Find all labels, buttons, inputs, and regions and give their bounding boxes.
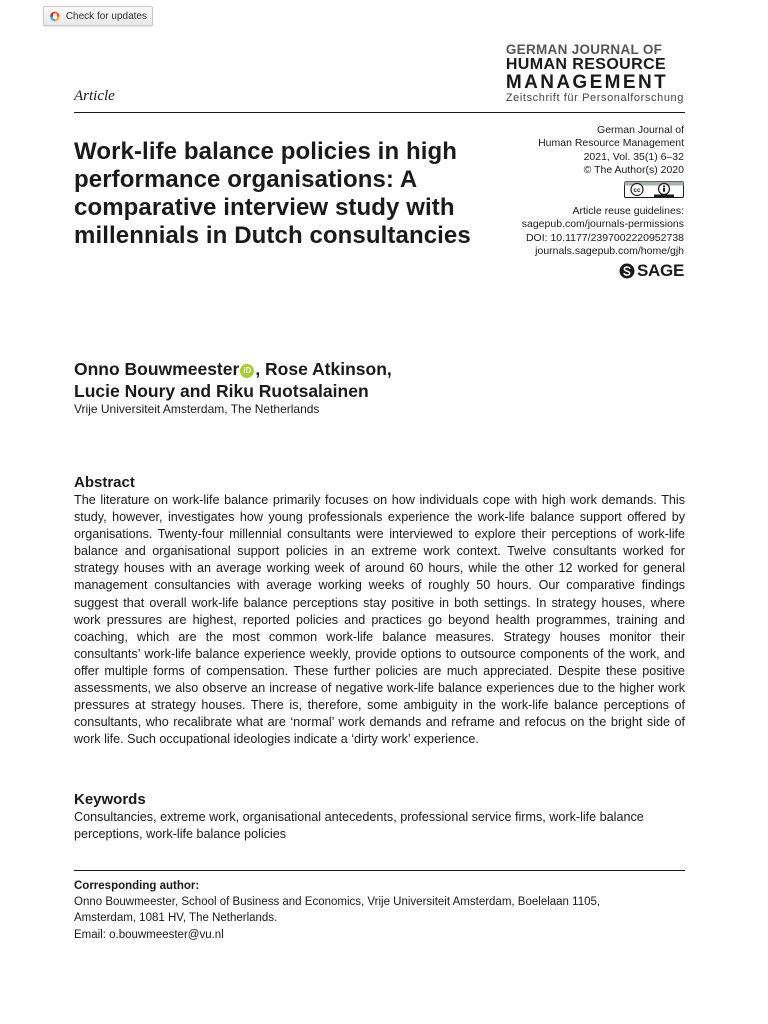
crossmark-icon xyxy=(49,10,61,23)
email-label: Email: xyxy=(74,928,110,941)
orcid-icon[interactable]: iD xyxy=(240,364,254,378)
abstract-heading: Abstract xyxy=(74,474,135,491)
email-link[interactable]: o.bouwmeester@vu.nl xyxy=(109,928,224,941)
journal-logo-line2: HUMAN RESOURCE xyxy=(505,56,667,73)
author-list xyxy=(74,358,494,402)
meta-reuse-link[interactable]: sagepub.com/journals-permissions xyxy=(521,218,684,231)
meta-journal-link[interactable]: journals.sagepub.com/home/gjh xyxy=(535,245,684,258)
journal-logo-line1: GERMAN JOURNAL OF xyxy=(505,42,663,57)
footer-divider xyxy=(74,870,685,871)
corresponding-author-line2: Amsterdam, 1081 HV, The Netherlands. xyxy=(74,912,278,925)
meta-copyright: © The Author(s) 2020 xyxy=(583,164,684,177)
meta-journal-line2: Human Resource Management xyxy=(538,137,684,150)
keywords-text: Consultancies, extreme work, organisational antecedents, professional service firms, work-life balance perceptions, work-life balance policies xyxy=(74,810,644,842)
keywords-heading: Keywords xyxy=(74,791,146,808)
author-affiliation: Vrije Universiteit Amsterdam, The Netherlands xyxy=(74,402,320,416)
publication-meta xyxy=(464,124,684,283)
article-title: Work-life balance policies in high performance organisations: A comparative interview study with millennials in Dutch consultancies xyxy=(74,138,471,249)
sage-logo-text: SAGE xyxy=(637,260,684,280)
header-divider xyxy=(74,112,685,113)
check-for-updates-button[interactable] xyxy=(43,6,153,26)
corresponding-author-email-row xyxy=(74,927,685,943)
meta-journal-line1: German Journal of xyxy=(597,124,684,136)
cc-by-license-icon[interactable] xyxy=(624,181,684,198)
journal-logo xyxy=(506,42,684,105)
corresponding-author-heading: Corresponding author: xyxy=(74,880,200,892)
svg-text:cc: cc xyxy=(633,186,641,194)
sage-logo-icon xyxy=(619,263,635,279)
meta-reuse-label: Article reuse guidelines: xyxy=(572,205,684,218)
abstract-text: The literature on work-life balance primarily focuses on how individuals cope with high work demands. This study, however, investigates how young professionals experience the work-life balance support offered by organisations. Twenty-four millennial consultants were interviewed to explore their perceptions of work-life balance and organisational support policies in an extreme work context. Twelve consultants worked for strategy houses with an average working week of around 60 hours, while the other 12 worked for general management consultancies with average working weeks of roughly 50 hours. Our comparative findings suggest that overall work-life balance perceptions stay positive in both settings. In strategy houses, where work pressures are highest, reported policies and practices go beyond health programmes, training and coaching, which are the most common work-life balance measures. Strategy houses monitor their consultants’ work-life balance experience weekly, provide options to outsource components of the work, and offer multiple forms of compensation. These further policies are much appreciated. Despite these positive assessments, we also observe an increase of negative work-life balance experiences due to the higher work pressures at strategy houses. There is, therefore, some ambiguity in the work-life balance perceptions of consultants, who recalibrate what are ‘normal’ work demands and reframe and refocus on the bright side of work life. Such occupational ideologies indicate a ‘dirty work’ experience. xyxy=(74,493,685,747)
sage-logo xyxy=(619,260,684,280)
author-line2: Lucie Noury and Riku Ruotsalainen xyxy=(74,381,369,401)
author-rest-line1: , Rose Atkinson, xyxy=(255,359,392,379)
journal-logo-line3: MANAGEMENT xyxy=(505,72,669,93)
corresponding-author-details xyxy=(74,894,685,943)
meta-volume: 2021, Vol. 35(1) 6–32 xyxy=(583,150,684,163)
author-first: Onno Bouwmeester xyxy=(74,359,240,379)
meta-doi[interactable]: DOI: 10.1177/2397002220952738 xyxy=(525,231,684,244)
article-type-label: Article xyxy=(74,88,115,104)
journal-logo-subtitle: Zeitschrift für Personalforschung xyxy=(505,92,684,104)
corresponding-author-line1: Onno Bouwmeester, School of Business and Economics, Vrije Universiteit Amsterdam, Boelelaan 1105, xyxy=(74,896,601,908)
check-for-updates-label: Check for updates xyxy=(65,10,147,22)
